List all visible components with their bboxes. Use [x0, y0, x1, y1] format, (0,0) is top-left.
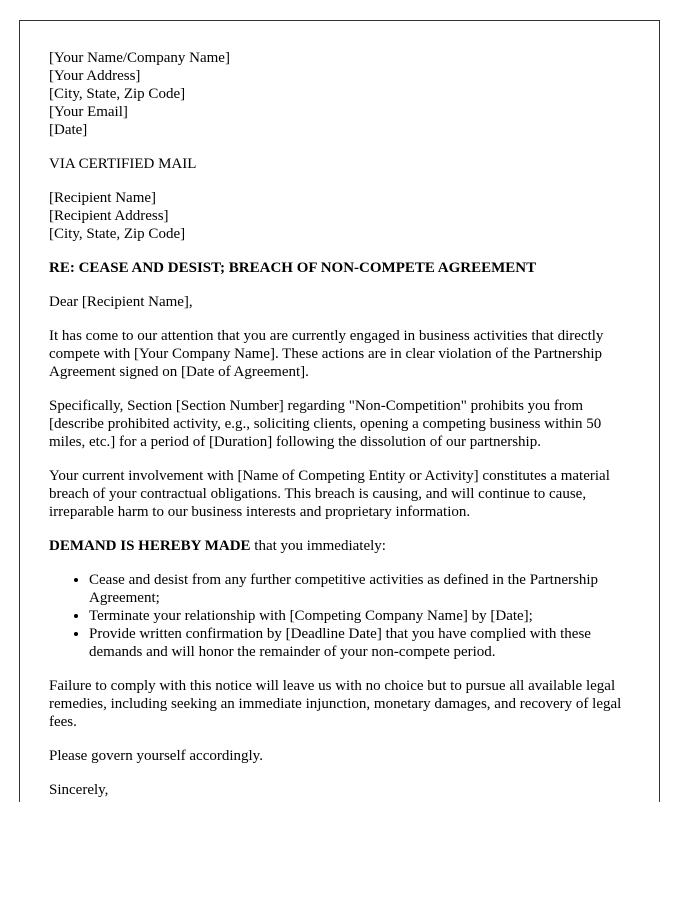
demand-intro: [49, 537, 639, 555]
recipient-block: [49, 189, 639, 243]
paragraph-warning: Failure to comply with this notice will leave us with no choice but to pursue all available legal remedies, including seeking an immediate injunction, monetary damages, and recovery of legal fees.: [49, 678, 622, 730]
demand-rest-text: that you immediately:: [250, 538, 386, 554]
salutation: Dear [Recipient Name],: [49, 294, 193, 310]
sender-address: [Your Address]: [49, 68, 141, 84]
sender-email: [Your Email]: [49, 104, 128, 120]
sender-name: [Your Name/Company Name]: [49, 50, 230, 66]
delivery-method: VIA CERTIFIED MAIL: [49, 156, 197, 172]
demand-list: [49, 571, 639, 661]
letter-page: [19, 20, 660, 802]
paragraph-govern: Please govern yourself accordingly.: [49, 748, 263, 764]
subject-line: RE: CEASE AND DESIST; BREACH OF NON-COMPETE AGREEMENT: [49, 260, 537, 276]
paragraph-attention: It has come to our attention that you are currently engaged in business activities that directly compete with [Your Company Name]. These actions are in clear violation of the Partnership Agreement signed on [Date of Agreement].: [49, 328, 604, 380]
paragraph-breach: Your current involvement with [Name of Competing Entity or Activity] constitutes a material breach of your contractual obligations. This breach is causing, and will continue to cause, irreparable harm to our business interests and proprietary information.: [49, 468, 610, 520]
recipient-city: [City, State, Zip Code]: [49, 226, 186, 242]
closing: Sincerely,: [49, 782, 109, 798]
list-item: • Terminate your relationship with [Competing Company Name] by [Date];: [89, 607, 639, 625]
sender-date: [Date]: [49, 122, 88, 138]
recipient-name: [Recipient Name]: [49, 190, 157, 206]
demand-bold-text: DEMAND IS HEREBY MADE: [49, 538, 251, 554]
letter-body: [49, 49, 639, 799]
sender-block: [49, 49, 639, 139]
list-item: • Provide written confirmation by [Deadline Date] that you have complied with these demands and will honor the remainder of your non-compete period.: [89, 625, 639, 661]
sender-city: [City, State, Zip Code]: [49, 86, 186, 102]
recipient-address: [Recipient Address]: [49, 208, 169, 224]
list-item: • Cease and desist from any further competitive activities as defined in the Partnership Agreement;: [89, 571, 639, 607]
paragraph-section: Specifically, Section [Section Number] regarding "Non-Competition" prohibits you from [describe prohibited activity, e.g., soliciting clients, opening a competing business within 50 miles, etc.] for a period of [Duration] following the dissolution of our partnership.: [49, 398, 602, 450]
